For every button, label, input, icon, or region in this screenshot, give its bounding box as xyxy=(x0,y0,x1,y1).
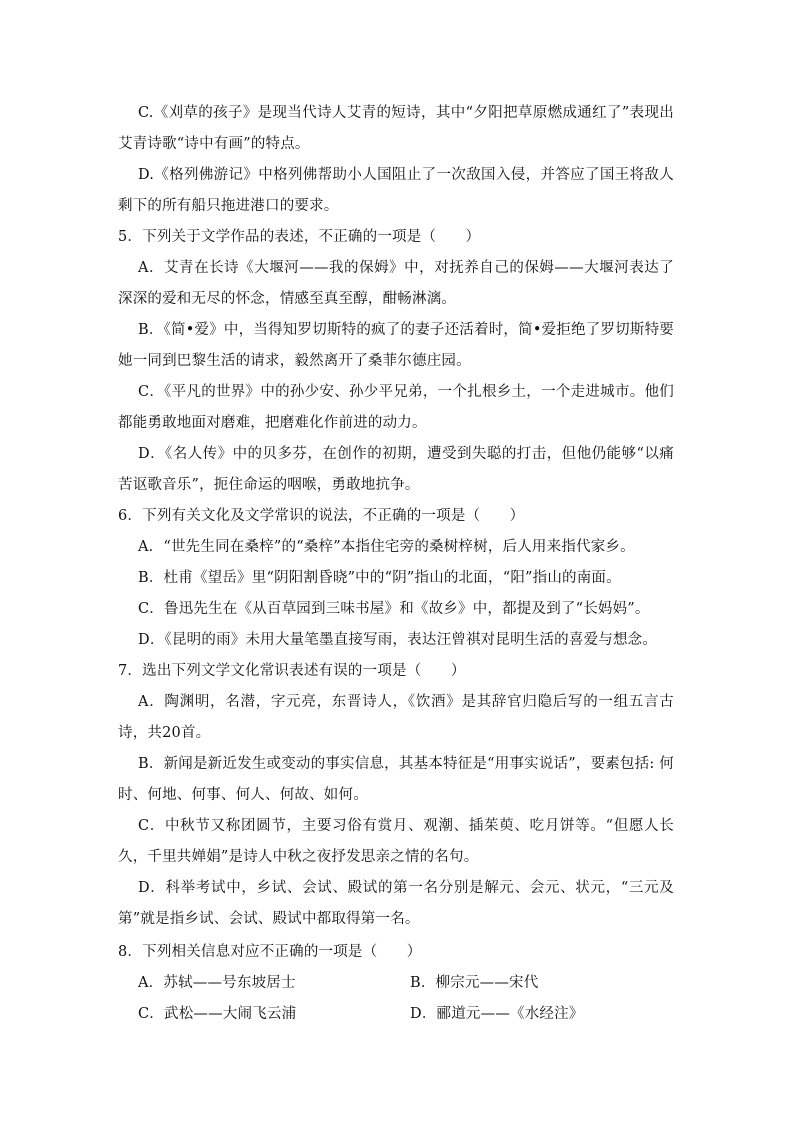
question-6-option-c: C．鲁迅先生在《从百草园到三味书屋》和《故乡》中，都提及到了“长妈妈”。 xyxy=(138,601,650,617)
question-8-option-b: B．柳宗元——宋代 xyxy=(410,975,539,991)
question-8-option-c: C．武松——大闹飞云浦 xyxy=(138,1006,297,1022)
question-5-stem: 5．下列关于文学作品的表述，不正确的一项是（ ） xyxy=(118,229,481,245)
question-8-option-a: A．苏轼——号东坡居士 xyxy=(138,975,296,991)
question-7-stem: 7．选出下列文学文化常识表述有误的一项是（ ） xyxy=(118,663,466,679)
question-6-option-d: D．《昆明的雨》未用大量笔墨直接写雨，表达汪曾祺对昆明生活的喜爱与想念。 xyxy=(138,632,658,648)
question-4-option-c: C.《刈草的孩子》是现当代诗人艾青的短诗，其中“夕阳把草原燃成通红了”表现出艾青诗歌“诗中有画”的特点。 xyxy=(118,105,674,152)
question-7-option-a: A．陶渊明，名潜，字元亮，东晋诗人，《饮酒》是其辞官归隐后写的一组五言古诗，共20首。 xyxy=(118,694,674,741)
question-8-option-d: D．郦道元——《水经注》 xyxy=(410,1006,584,1022)
question-5-option-d: D．《名人传》中的贝多芬，在创作的初期，遭受到失聪的打击，但他仍能够“以痛苦讴歌音乐”，扼住命运的咽喉，勇敢地抗争。 xyxy=(118,446,674,493)
question-5-option-b: B．《简•爱》中，当得知罗切斯特的疯了的妻子还活着时，简•爱拒绝了罗切斯特要她一同到巴黎生活的请求，毅然离开了桑菲尔德庄园。 xyxy=(118,322,674,369)
question-7-option-c: C．中秋节又称团圆节，主要习俗有赏月、观潮、插茱萸、吃月饼等。“但愿人长久，千里共婵娟”是诗人中秋之夜抒发思亲之情的名句。 xyxy=(118,818,674,865)
question-8-stem: 8．下列相关信息对应不正确的一项是（ ） xyxy=(118,944,422,960)
question-6-option-b: B．杜甫《望岳》里“阴阳割昏晓”中的“阴”指山的北面，“阳”指山的南面。 xyxy=(138,570,621,586)
question-4-option-d: D.《格列佛游记》中格列佛帮助小人国阻止了一次敌国入侵，并答应了国王将敌人剩下的所有船只拖进港口的要求。 xyxy=(118,167,674,214)
question-5-option-c: C．《平凡的世界》中的孙少安、孙少平兄弟，一个扎根乡土，一个走进城市。他们都能勇敢地面对磨难，把磨难化作前进的动力。 xyxy=(118,384,674,431)
question-7-option-b: B．新闻是新近发生或变动的事实信息，其基本特征是“用事实说话”，要素包括: 何时、何地、何事、何人、何故、如何。 xyxy=(118,756,674,803)
question-6-stem: 6．下列有关文化及文学常识的说法，不正确的一项是（ ） xyxy=(118,508,525,524)
question-6-option-a: A．“世先生同在桑梓”的“桑梓”本指住宅旁的桑树梓树，后人用来指代家乡。 xyxy=(138,539,635,555)
question-5-option-a: A．艾青在长诗《大堰河——我的保姆》中，对抚养自己的保姆——大堰河表达了深深的爱和无尽的怀念，情感至真至醇，酣畅淋漓。 xyxy=(118,260,674,307)
question-7-option-d: D．科举考试中，乡试、会试、殿试的第一名分别是解元、会元、状元，“三元及第”就是指乡试、会试、殿试中都取得第一名。 xyxy=(118,880,674,927)
